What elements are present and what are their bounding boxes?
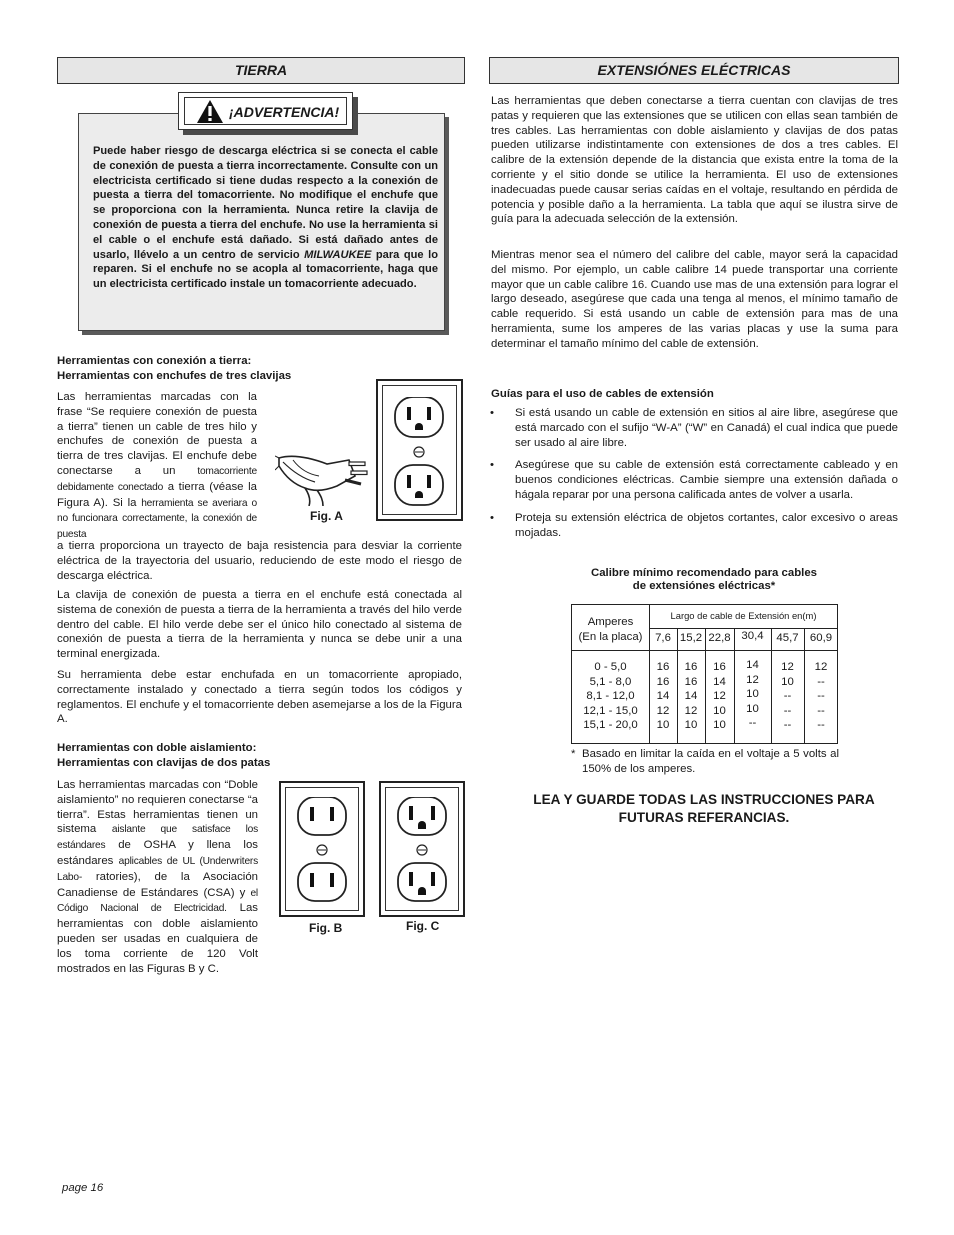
table-divider	[572, 650, 838, 651]
warning-text	[93, 144, 438, 292]
grounded-text: herramienta se averiara o no funcionara	[57, 497, 257, 525]
table-cell: 12	[713, 690, 726, 703]
amperes-column	[572, 660, 649, 733]
footnote-marker: *	[571, 748, 576, 760]
extension-gauge-table	[571, 604, 838, 744]
table-cell: 12	[781, 661, 794, 673]
double-paragraph	[57, 778, 258, 976]
plug-illustration	[275, 440, 375, 506]
table-cell: 16	[713, 661, 726, 673]
grounded-paragraph-3: Su herramienta debe estar enchufada en un tomacorriente apropiado, correctamente instalado y conectado a tierra según todos los códigos y reglamentos. El enchufe y el tomacorriente deben asemejarse a los de la Figura A.	[57, 669, 462, 726]
guides-list	[489, 406, 898, 548]
section-title-extensiones: EXTENSIÓNES ELÉCTRICAS	[489, 57, 899, 84]
warning-triangle-icon	[196, 99, 224, 124]
table-cell: 12,1 - 15,0	[583, 704, 638, 717]
length-value: 45,7	[776, 632, 799, 644]
table-cell: 10	[713, 704, 726, 717]
amperes-header-sub: (En la placa)	[578, 631, 643, 643]
amperes-header: Amperes	[587, 616, 634, 628]
closing-line-1: LEA Y GUARDE TODAS LAS INSTRUCCIONES PARA	[533, 792, 875, 807]
grounded-heading-2: Herramientas con enchufes de tres clavijas	[57, 370, 292, 382]
length-value: 7,6	[655, 632, 671, 644]
table-cell: 10	[746, 688, 759, 701]
extension-paragraph-1: Las herramientas que deben conectarse a tierra cuentan con clavijas de tres patas y requieren que las extensiones que se utilicen con ellas sean también de tres cables. Las herramientas con doble aislamiento y clavijas de dos patas pueden utilizarse indistintamente con extensiones de dos a tres cables. El calibre de la extensión depende de la distancia que exista entre la toma de la corriente y el sitio donde se utilice la herramienta. El uso de extensiones inadecuadas puede causar serias caídas en el voltaje, resultando en pérdida de potencia y posible daño a la herramienta. La tabla que aquí se ilustra sirve de guía para la adecuada selección de la extensión.	[491, 95, 898, 226]
grounded-paragraph-2: La clavija de conexión de puesta a tierra en el enchufe está conectada al sistema de conexión de puesta a tierra de la herramienta a través del hilo verde dentro del cable. El hilo verde debe ser el único hilo conectado al sistema de conexión de puesta a tierra de la herramienta y nunca se debe unir a una terminal energizada.	[57, 589, 462, 661]
grounded-heading-1: Herramientas con conexión a tierra:	[57, 355, 252, 367]
brand-name: MILWAUKEE	[304, 248, 372, 261]
length-value: 60,9	[809, 632, 833, 644]
warning-tag	[178, 92, 353, 130]
list-item: • Asegúrese que su cable de extensión está correctamente cableado y en buenos condiciones eléctricas. Cambie siempre una extensión dañada o hágala reparar por una persona calificada antes de volver a usarla.	[489, 458, 898, 502]
gauge-column	[771, 660, 804, 733]
grounded-text: tomacorriente debidamente conectado	[57, 465, 257, 493]
table-cell: 10	[656, 719, 670, 732]
table-cell: 15,1 - 20,0	[583, 719, 638, 732]
double-heading-1: Herramientas con doble aislamiento:	[57, 742, 257, 754]
grounded-paragraph-1	[57, 390, 257, 543]
double-text: aislante que satisface los estándares	[57, 824, 258, 852]
table-cell: 12	[746, 673, 759, 686]
length-value: 15,2	[679, 632, 703, 644]
outlet-fig-c	[379, 781, 465, 917]
table-cell: 0 - 5,0	[594, 661, 627, 673]
table-cell: 16	[684, 661, 698, 673]
table-cell: 10	[781, 675, 794, 688]
table-cell: --	[783, 690, 792, 703]
table-cell: 12	[684, 704, 698, 717]
guides-heading: Guías para el uso de cables de extensión	[491, 388, 714, 400]
double-text: Las herramientas con doble aislamiento pueden ser usadas en cualquiera de los toma corriente de 120 Volt mostrados en las Figuras B y C.	[57, 902, 258, 975]
table-cell: 14	[746, 659, 759, 671]
table-cell: 14	[656, 690, 670, 703]
list-item: • Proteja su extensión eléctrica de objetos cortantes, calor excesivo o areas mojadas.	[489, 511, 898, 541]
warning-text-part: para que lo reparen. Si el enchufe no se acopla al tomacorriente, haga que un electricista certificado instale un tomacorriente adecuado.	[93, 248, 438, 291]
double-text: aplicables de UL (Underwriters Labo-	[57, 855, 258, 883]
table-title-1: Calibre mínimo recomendado para cables	[591, 567, 817, 579]
table-title-2: de extensiónes eléctricas*	[632, 580, 776, 592]
double-text: el Código Nacional de Electricidad.	[57, 887, 258, 915]
table-cell: 16	[684, 675, 698, 688]
table-cell: --	[817, 704, 825, 717]
table-cell: 10	[684, 719, 698, 732]
three-prong-outlet-icon	[393, 397, 445, 507]
double-heading-2: Herramientas con clavijas de dos patas	[57, 757, 271, 769]
three-prong-outlet-icon	[396, 797, 448, 903]
gauge-column	[677, 660, 705, 733]
figure-b-label: Fig. B	[309, 921, 343, 935]
gauge-column	[734, 658, 771, 731]
table-cell: 10	[713, 719, 726, 732]
two-prong-outlet-icon	[296, 797, 348, 903]
closing-line-2: FUTURAS REFERANCIAS.	[618, 810, 790, 825]
warning-tag-inner	[184, 97, 347, 125]
length-header: Largo de cable de Extensión en(m)	[670, 610, 817, 621]
outlet-fig-a	[376, 379, 463, 521]
table-cell: 14	[684, 690, 698, 703]
table-cell: 12	[814, 661, 828, 673]
table-cell: --	[817, 675, 825, 688]
warning-text-part: Puede haber riesgo de descarga eléctrica si se conecta el cable de conexión de puesta a tierra incorrectamente. Consulte con un electricista certificado si tiene dudas respecto a la conexión de puesta a tierra del tomacorriente. No modifique el enchufe que se proporciona con la herramienta. Nunca retire la clavija de conexión de puesta a tierra del enchufe. No use la herramienta si el cable o el enchufe está dañado. Si está dañado antes de usarlo, llévelo a un centro de servicio	[93, 145, 438, 261]
section-title-tierra: TIERRA	[57, 57, 465, 84]
table-cell: 5,1 - 8,0	[589, 675, 632, 688]
outlet-fig-b	[279, 781, 365, 917]
closing-instruction	[489, 791, 919, 827]
grounded-text: Las herramientas marcadas con la frase “Se requiere conexión de puesta a tierra” tienen un cable de tres hilo y enchufes de conexión de puesta a tierra de tres clavijas. El enchufe debe conectarse a un	[57, 391, 257, 477]
table-cell: 16	[656, 675, 670, 688]
double-text: de OSHA y llena los estándares	[57, 839, 258, 867]
table-cell: --	[817, 690, 825, 703]
warning-label: ¡ADVERTENCIA!	[229, 104, 340, 120]
table-cell: --	[817, 719, 825, 732]
table-cell: --	[783, 704, 792, 717]
table-cell: 16	[656, 661, 670, 673]
table-cell: 10	[746, 702, 759, 715]
grounded-text: correctamente, la conexión de puesta	[57, 513, 258, 541]
extension-paragraph-2: Mientras menor sea el número del calibre del cable, mayor será la capacidad del mismo. Por ejemplo, un cable calibre 14 puede transportar una corriente mayor que un cable calibre 16. Cuando use mas de una extensión para lograr el largo deseado, asegúrese que cada una tenga al menos, el mínimo tamaño de cable requerido. Si está usando un cable de extensión para mas de una herramienta, sume los amperes de las varias placas y use la suma para determinar el tamaño mínimo del cable de extensión.	[491, 249, 898, 350]
page-number: page 16	[62, 1182, 104, 1194]
table-cell: 14	[713, 675, 726, 688]
gauge-column	[649, 660, 677, 733]
table-cell: --	[783, 719, 792, 732]
gauge-column	[705, 660, 734, 733]
grounded-paragraph-1-cont: a tierra proporciona un trayecto de baja resistencia para desviar la corriente eléctrica de la trayectoria del usuario, reduciendo de este modo el riesgo de descarga eléctrica.	[57, 540, 462, 582]
double-text: Las herramientas marcadas con “Doble aislamiento” no requieren conectarse “a tierra”. Estas herramientas tienen un sistema	[57, 779, 258, 836]
length-value: 22,8	[708, 632, 731, 644]
grounded-text: a tierra (véase la Figura A). Si la	[57, 480, 257, 509]
table-cell: --	[748, 717, 757, 730]
figure-c-label: Fig. C	[406, 919, 440, 933]
double-text: ratories), de la Asociación Canadiense de Estándares (CSA) y	[57, 870, 258, 899]
length-value: 30,4	[741, 630, 764, 642]
figure-a-label: Fig. A	[310, 509, 343, 523]
list-item: • Si está usando un cable de extensión en sitios al aire libre, asegúrese que está marcado con el sufijo “W-A” (“W” en Canadá) el cual indica que puede ser usado al aire libre.	[489, 406, 898, 450]
table-cell: 8,1 - 12,0	[586, 690, 635, 703]
table-footnote: Basado en limitar la caída en el voltaje a 5 volts al 150% de los amperes.	[582, 748, 839, 775]
table-cell: 12	[656, 704, 670, 717]
gauge-column	[804, 660, 838, 733]
